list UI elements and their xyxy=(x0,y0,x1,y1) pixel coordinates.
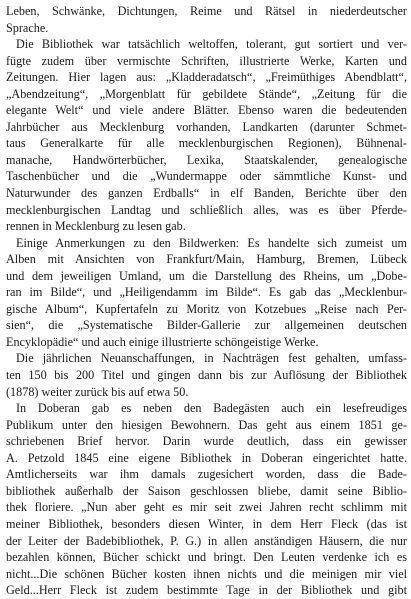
text-line: bibliothek außerhalb der Saison geschlossen bliebe, damit seine Biblio- xyxy=(6,483,407,498)
text-line: bezahlen können, Bücher schickt und bringt. Den Leuten verdenke ich es xyxy=(6,550,407,565)
text-line: meiner Bibliothek, besonders diesen Winter, in dem Herr Fleck (das ist xyxy=(6,516,407,531)
text-line: ran im Bilde“, und „Heiligendamm im Bilde“. Es gab das „Mecklenbur- xyxy=(6,285,407,300)
text-line: Encyklopädie“ und auch einige illustrierte schöngeistige Werke. xyxy=(6,334,319,349)
text-line: gische Album“, Kupfertafeln zu Moritz von Kotzebues „Reise nach Per- xyxy=(6,301,407,316)
text-line: Amtlicherseits war ihm damals zugesichert worden, dass die Bade- xyxy=(6,467,407,482)
text-line: „Abendzeitung“, „Morgenblatt für gebildete Stände“, „Zeitung für die xyxy=(6,86,407,101)
text-line: fügte zudem über vermischte Schriften, illustrierte Werke, Karten und xyxy=(6,53,407,68)
text-line: schriebenen Brief hervor. Darin wurde deutlich, dass ein gewisser xyxy=(6,434,407,449)
text-line: Taschenbücher und die „Wundermappe oder sämmtliche Kunst- und xyxy=(6,169,407,184)
text-line: ten 150 bis 200 Titel und gingen dann bis zur Auflösung der Bibliothek xyxy=(6,368,407,383)
text-line: Einige Anmerkungen zu den Bildwerken: Es handelte sich zumeist um xyxy=(16,235,407,250)
text-line: mecklenburgischen Landtag und schließlich alles, was es über Pferde- xyxy=(6,202,407,217)
text-line: Sprache. xyxy=(6,20,49,35)
text-line: In Doberan gab es neben den Badegästen auch ein lesefreudiges xyxy=(16,401,407,416)
text-line: Publikum unter den hiesigen Bewohnern. Das geht aus einem 1851 ge- xyxy=(6,417,407,432)
text-line: Zeitungen. Hier lagen aus: „Kladderadatsch“, „Freimüthiges Abendblatt“, xyxy=(6,70,407,85)
text-line: rennen in Mecklenburg zu lesen gab. xyxy=(6,219,186,234)
document-page xyxy=(6,3,407,597)
text-line: nicht...Die schönen Bücher kosten ihnen nichts und die meinigen mir viel xyxy=(6,566,407,581)
text-line: (1878) weiter zurück bis auf etwa 50. xyxy=(6,384,189,399)
text-line: Jahrbücher aus Mecklenburg vorhanden, Landkarten (darunter Schmet- xyxy=(6,119,407,134)
text-line: Naturwunder des ganzen Erdballs“ in elf Banden, Berichte über den xyxy=(6,186,407,201)
text-line: der Leiter der Badebibliothek, P. G.) in allen anständigen Häusern, die nur xyxy=(6,533,407,548)
text-line: manache, Handwörterbücher, Lexika, Staatskalender, genealogische xyxy=(6,152,407,167)
text-line: Die jährlichen Neuanschaffungen, in Nachträgen fest gehalten, umfass- xyxy=(16,351,407,366)
text-line: Alben mit Ansichten von Frankfurt/Main, Hamburg, Bremen, Lübeck xyxy=(6,252,407,267)
text-line: elegante Welt“ und viele andere Blätter. Ebenso waren die bedeutenden xyxy=(6,103,407,118)
text-line: taus Generalkarte für alle mecklenburgischen Regionen), Bühnenal- xyxy=(6,136,407,151)
text-line: und dem jeweiligen Umland, um die Darstellung des Rheins, um „Dobe- xyxy=(6,268,407,283)
text-line: Die Bibliothek war tatsächlich weltoffen, tolerant, gut sortiert und ver- xyxy=(16,37,407,52)
text-line: thek floriere. „Nun aber geht es mir seit zwei Jahren recht schlimm mit xyxy=(6,500,407,515)
text-line: A. Petzold 1845 eine eigene Bibliothek in Doberan eingerichtet hatte. xyxy=(6,450,407,465)
text-line: sien“, die „Systematische Bilder-Gallerie zur allgemeinen deutschen xyxy=(6,318,407,333)
text-line: Leben, Schwänke, Dichtungen, Reime und Rätsel in niederdeutscher xyxy=(6,4,407,18)
text-line: Geld...Herr Fleck ist zudem bestimmte Tage in der Bibliothek und gibt xyxy=(6,583,407,597)
